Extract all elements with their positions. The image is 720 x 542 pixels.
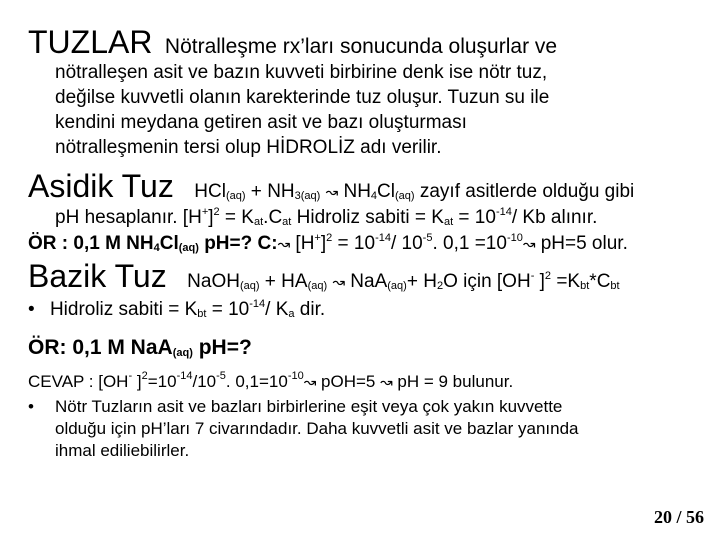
basic-heading: Bazik Tuz bbox=[28, 258, 167, 294]
acidic-salt-line: Asidik Tuz HCl(aq) + NH3(aq) ↝ NH4Cl(aq) zayıf asitlerde olduğu gibi bbox=[28, 168, 635, 204]
nh4cl-formula: NH4Cl(aq) bbox=[343, 181, 415, 202]
tuzlar-heading: TUZLAR bbox=[28, 24, 153, 60]
arrow-icon: ↝ bbox=[522, 235, 536, 253]
intro-line: nötralleşmenin tersi olup HİDROLİZ adı verilir. bbox=[55, 137, 442, 158]
intro-line: nötralleşen asit ve bazın kuvveti birbirine denk ise nötr tuz, bbox=[55, 62, 548, 83]
acidic-tail-text: zayıf asitlerde olduğu gibi bbox=[419, 181, 635, 202]
bullet-icon: • bbox=[28, 397, 34, 416]
arrow-icon: ↝ bbox=[277, 235, 291, 253]
intro-line: kendini meydana getiren asit ve bazı oluşturması bbox=[55, 112, 467, 133]
nh3-formula: NH3(aq) bbox=[267, 181, 321, 202]
note-line: olduğu için pH’ları 7 civarındadır. Daha kuvvetli asit ve bazlar yanında bbox=[55, 419, 579, 438]
note-bullet bbox=[28, 396, 579, 462]
note-line: ihmal ediliebilirler. bbox=[55, 441, 190, 460]
arrow-icon: ↝ bbox=[303, 373, 317, 391]
note-line: Nötr Tuzların asit ve bazları birbirlerine eşit veya çok yakın kuvvette bbox=[55, 397, 563, 416]
tuzlar-heading-line bbox=[28, 24, 557, 61]
hcl-formula: HCl bbox=[194, 181, 226, 202]
intro-line: değilse kuvvetli olanın karekterinde tuz oluşur. Tuzun su ile bbox=[55, 87, 550, 108]
acidic-example-line: ÖR : 0,1 M NH4Cl(aq) pH=? C:↝ $[H^+]^2 = 10^{-14}/$ $10^{-5}$. $0,1 =10^{-10}↝$ pH=5 olur. bbox=[28, 232, 628, 254]
page-number: 20 / 56 bbox=[653, 507, 704, 527]
reaction-arrow-icon: ↝ bbox=[325, 183, 339, 201]
basic-bullet-line: • Hidroliz sabiti = Kbt = $10^{-14}/$ Ka dir. bbox=[28, 298, 326, 320]
reaction-arrow-icon: ↝ bbox=[332, 273, 346, 291]
bullet-icon: • bbox=[28, 299, 35, 320]
arrow-icon: ↝ bbox=[380, 373, 393, 391]
intro-paragraph bbox=[55, 60, 549, 160]
example2-title: ÖR: 0,1 M NaA(aq) pH=? bbox=[28, 336, 252, 359]
basic-salt-line: Bazik Tuz NaOH(aq) + HA(aq) ↝ NaA(aq)+ H2O için [OH- ]$^2$ =Kbt*Cbt bbox=[28, 258, 620, 294]
example2-answer: CEVAP : [OH- ]$^2=10^{-14}/10^{-5}$. $0,1=10^{-10}↝$ pOH=5 ↝ pH = 9 bulunur. bbox=[28, 370, 514, 391]
acidic-heading: Asidik Tuz bbox=[28, 168, 174, 204]
intro-first-line: Nötralleşme rx’ları sonucunda oluşurlar ve bbox=[164, 35, 558, 58]
acidic-ph-line: pH hesaplanır. $[H^+]^2 = Kat.Cat$ Hidroliz sabiti = Kat = $10^{-14}/$ Kb alınır. bbox=[55, 206, 598, 228]
